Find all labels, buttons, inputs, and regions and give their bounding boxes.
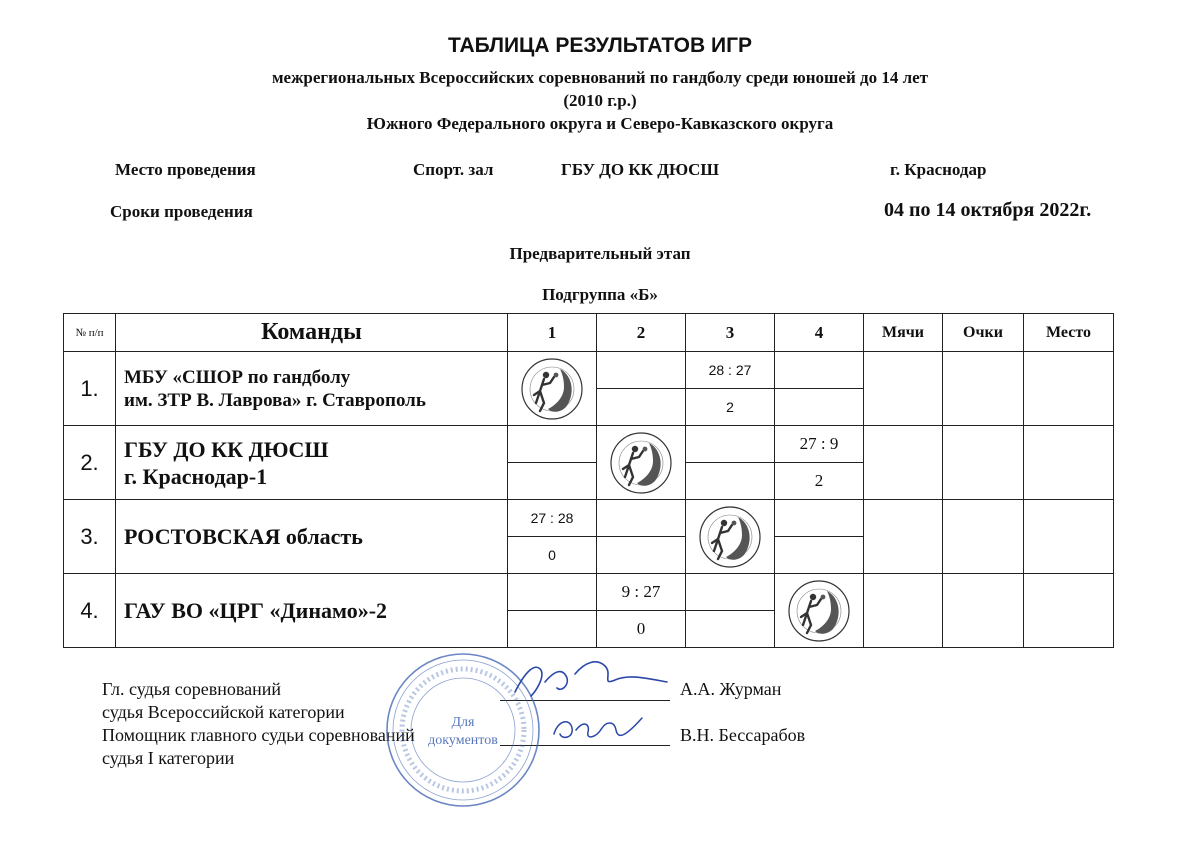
table-row [64,574,1114,611]
points-subcell [775,537,864,574]
score-cell [686,574,775,611]
points-cell [943,426,1024,500]
points-subcell: 0 [597,611,686,648]
header-num: № п/п [64,314,116,352]
points-subcell: 2 [775,463,864,500]
score-cell: 27 : 9 [775,426,864,463]
points-cell [943,574,1024,648]
place-label: Место проведения [115,160,256,179]
header-place: Место [1024,314,1114,352]
table-row [64,500,1114,537]
place-cell [1024,426,1114,500]
team-name: ГАУ ВО «ЦРГ «Динамо»-2 [116,574,508,648]
assistant-judge-category: судья I категории [102,748,235,768]
score-cell: 9 : 27 [597,574,686,611]
assistant-judge-title: Помощник главного судьи соревнований [102,725,415,745]
score-cell [686,426,775,463]
points-subcell [508,463,597,500]
team-name-line-2: им. ЗТР В. Лаврова» г. Ставрополь [124,389,426,411]
team-name-line-1: МБУ «СШОР по гандболу [124,366,351,388]
svg-text:документов: документов [428,733,498,748]
points-cell [943,352,1024,426]
row-number: 4. [64,574,116,648]
city: г. Краснодар [890,160,987,179]
points-subcell [597,389,686,426]
group-title: Подгруппа «Б» [542,285,658,304]
header-points: Очки [943,314,1024,352]
place-cell [1024,352,1114,426]
team-name-line-1: ГБУ ДО КК ДЮСШ [124,436,329,462]
subtitle-line-3: Южного Федерального округа и Северо-Кавказского округа [366,114,834,133]
team-name-line-2: г. Краснодар-1 [124,463,268,489]
header-col-4: 4 [775,314,864,352]
balls-cell [864,352,943,426]
header-col-3: 3 [686,314,775,352]
score-cell [508,574,597,611]
place-cell [1024,574,1114,648]
points-subcell [597,537,686,574]
dates-value: 04 по 14 октября 2022г. [884,199,1092,221]
assistant-judge-signature [548,710,648,755]
points-cell [943,500,1024,574]
svg-text:Для: Для [451,715,475,730]
assistant-judge-name: В.Н. Бессарабов [680,725,806,745]
hall-value: ГБУ ДО КК ДЮСШ [561,160,720,179]
balls-cell [864,426,943,500]
score-cell: 27 : 28 [508,500,597,537]
points-subcell: 2 [686,389,775,426]
subtitle-line-1: межрегиональных Всероссийских соревнований по гандболу среди юношей до 14 лет [271,68,929,87]
place-cell [1024,500,1114,574]
score-cell [508,426,597,463]
score-cell [775,352,864,389]
header-balls: Мячи [864,314,943,352]
row-number: 1. [64,352,116,426]
chief-judge-title: Гл. судья соревнований [102,679,282,699]
points-subcell: 0 [508,537,597,574]
row-number: 2. [64,426,116,500]
points-subcell [686,463,775,500]
header-col-2: 2 [597,314,686,352]
dates-label: Сроки проведения [110,202,253,221]
header-col-1: 1 [508,314,597,352]
row-number: 3. [64,500,116,574]
handball-federation-logo-icon [597,426,686,500]
results-table [63,313,1114,648]
document-title: ТАБЛИЦА РЕЗУЛЬТАТОВ ИГР [447,34,753,57]
table-row [64,426,1114,463]
points-subcell [686,611,775,648]
stage-title: Предварительный этап [509,244,691,263]
balls-cell [864,574,943,648]
header-teams: Команды [116,314,508,352]
chief-judge-category: судья Всероссийской категории [102,702,345,722]
score-cell [775,500,864,537]
chief-judge-name: А.А. Журман [680,679,782,699]
points-subcell [508,611,597,648]
score-cell: 28 : 27 [686,352,775,389]
hall-label: Спорт. зал [413,160,494,179]
team-name: РОСТОВСКАЯ область [116,500,508,574]
score-cell [597,500,686,537]
team-name [116,426,508,500]
subtitle-line-2: (2010 г.р.) [563,91,637,110]
handball-federation-logo-icon [775,574,864,648]
points-subcell [775,389,864,426]
team-name [116,352,508,426]
handball-federation-logo-icon [508,352,597,426]
score-cell [597,352,686,389]
handball-federation-logo-icon [686,500,775,574]
table-row [64,352,1114,389]
chief-judge-signature [505,652,675,709]
balls-cell [864,500,943,574]
